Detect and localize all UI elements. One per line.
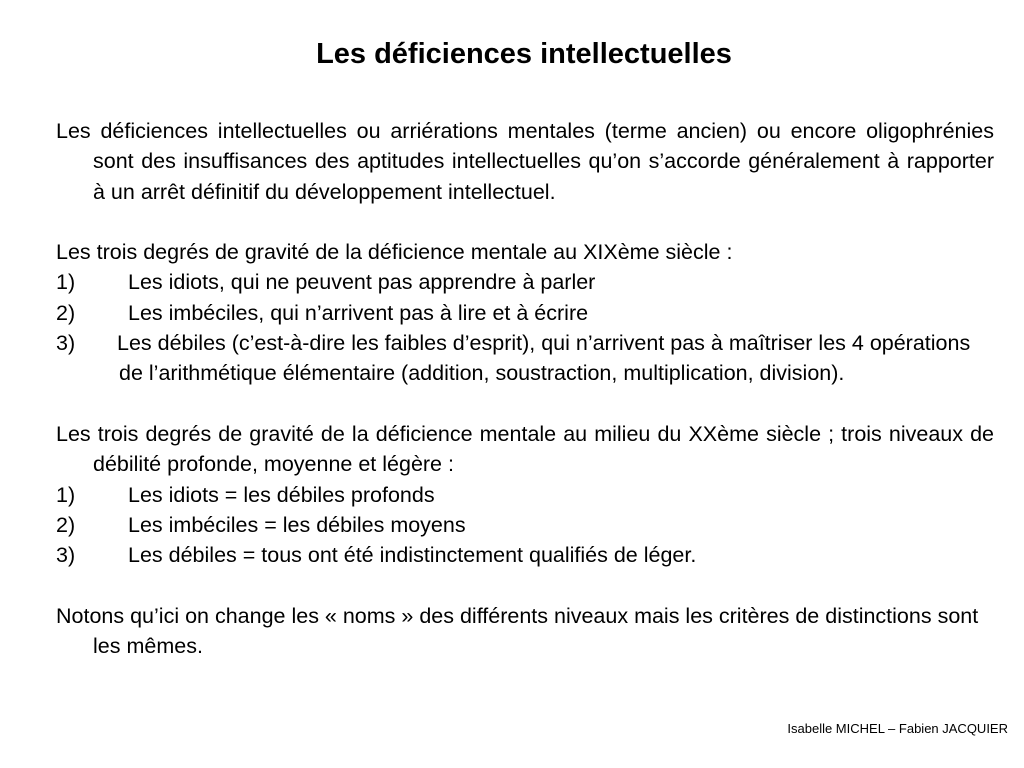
list-item	[56, 540, 994, 570]
section2-heading: Les trois degrés de gravité de la déficience mentale au milieu du XXème siècle ; trois niveaux de débilité profonde, moyenne et légère :	[56, 421, 994, 477]
list-text: Les imbéciles = les débiles moyens	[128, 512, 466, 537]
list-text: Les idiots, qui ne peuvent pas apprendre à parler	[128, 270, 596, 295]
list-text: Les débiles = tous ont été indistinctement qualifiés de léger.	[128, 543, 697, 568]
spacer	[56, 389, 994, 419]
list-item	[56, 267, 994, 297]
intro-paragraph: Les déficiences intellectuelles ou arriérations mentales (terme ancien) ou encore oligophrénies sont des insuffisances des aptitudes intellectuelles qu’on s’accorde généralement à rapporter à un arrêt définitif du développement intellectuel.	[56, 119, 994, 204]
list-number: 3)	[56, 331, 76, 356]
section1-heading: Les trois degrés de gravité de la déficience mentale au XIXème siècle :	[56, 240, 733, 265]
slide-body	[56, 116, 994, 661]
conclusion-paragraph: Notons qu’ici on change les « noms » des différents niveaux mais les critères de distinctions sont les mêmes.	[56, 603, 979, 659]
list-number: 1)	[56, 482, 76, 507]
list-number: 3)	[56, 543, 76, 568]
list-text: Les imbéciles, qui n’arrivent pas à lire et à écrire	[128, 300, 589, 325]
list-number: 2)	[56, 300, 76, 325]
list-item	[56, 298, 994, 328]
list-item	[56, 328, 994, 389]
spacer	[56, 207, 994, 237]
list-text: Les débiles (c’est-à-dire les faibles d’esprit), qui n’arrivent pas à maîtriser les 4 opérations de l’arithmétique élémentaire (addition, soustraction, multiplication, division).	[117, 331, 971, 386]
slide-title: Les déficiences intellectuelles	[316, 38, 732, 70]
list-item	[56, 510, 994, 540]
list-text: Les idiots = les débiles profonds	[128, 482, 435, 507]
spacer	[56, 570, 994, 600]
list-number: 2)	[56, 512, 76, 537]
list-item	[56, 480, 994, 510]
author-footer: Isabelle MICHEL – Fabien JACQUIER	[787, 721, 1008, 736]
list-number: 1)	[56, 270, 76, 295]
